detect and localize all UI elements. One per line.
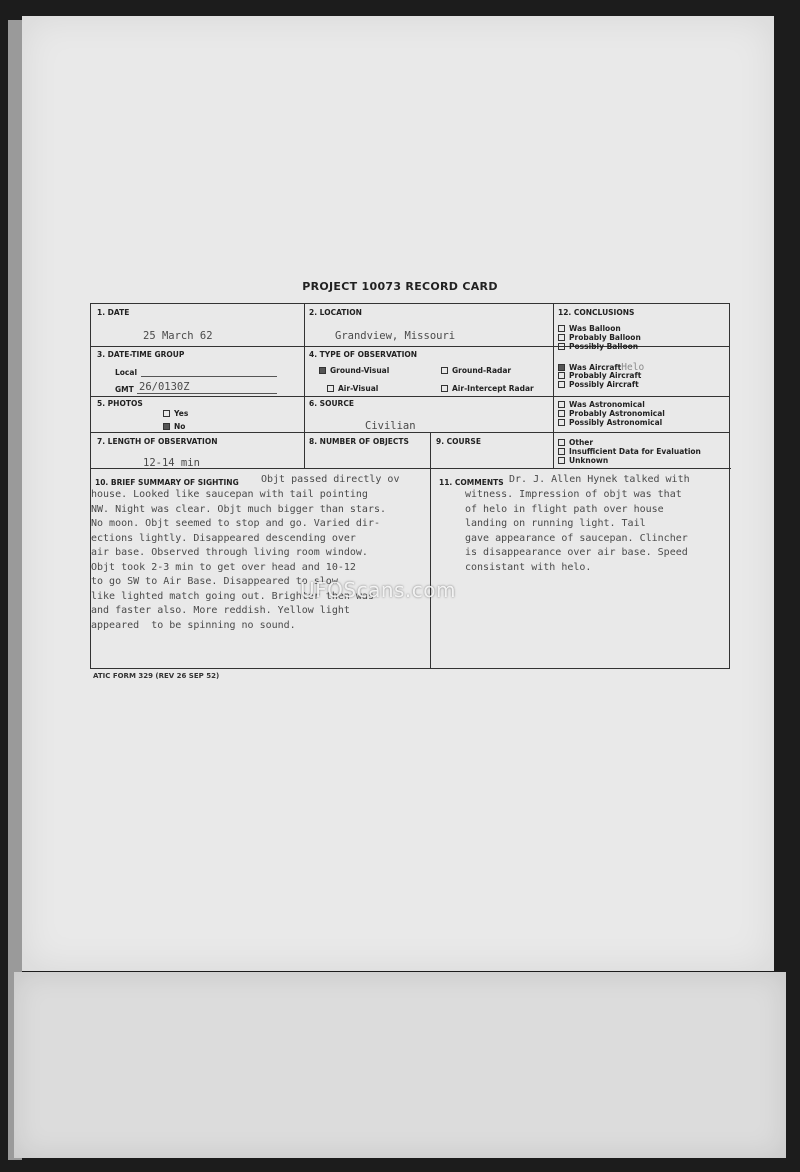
conclusion-possibly-astronomical: Possibly Astronomical [558, 418, 662, 427]
checkbox-icon [558, 419, 565, 426]
obs-ground-visual: Ground-Visual [319, 366, 389, 375]
date-value: 25 March 62 [143, 330, 213, 342]
obs-ground-radar: Ground-Radar [441, 366, 511, 375]
comments-text: witness. Impression of objt was that of helo in flight path over house landing on running light. Tail gave appearance of saucepan. Clincher is disappearance over air base. Speed consistant with helo. [465, 489, 688, 573]
conclusion-probably-aircraft: Probably Aircraft [558, 371, 641, 380]
checkbox-icon [441, 385, 448, 392]
location-label: 2. LOCATION [309, 308, 362, 317]
checkbox-icon [558, 448, 565, 455]
checked-box-icon [319, 367, 326, 374]
conclusion-probably-balloon: Probably Balloon [558, 333, 641, 342]
checkbox-icon [327, 385, 334, 392]
photos-yes: Yes [163, 409, 188, 418]
obs-air-visual: Air-Visual [327, 384, 378, 393]
summary-first-line: Objt passed directly ov [261, 474, 400, 485]
summary-label: 10. BRIEF SUMMARY OF SIGHTING [95, 478, 239, 487]
conclusion-possibly-aircraft: Possibly Aircraft [558, 380, 639, 389]
conclusion-was-balloon: Was Balloon [558, 324, 621, 333]
summary-text: house. Looked like saucepan with tail pointing NW. Night was clear. Objt much bigger than stars. No moon. Objt seemed to stop and go. Varied dir- ections lightly. Disappeared descending over air base. Observed through living room window. Objt took 2-3 min to get over head and 10-12 to go SW to Air Base. Disappeared to slow like lighted match going out. Brighter then was and faster also. More reddish. Yellow light appeared to be spinning no sound. [91, 489, 387, 631]
conclusion-was-aircraft: Was AircraftHelo [558, 362, 644, 373]
date-label: 1. DATE [97, 308, 130, 317]
paper-lower-sheet [14, 972, 786, 1158]
checked-box-icon [558, 364, 565, 371]
number-of-objects-label: 8. NUMBER OF OBJECTS [309, 437, 409, 446]
conclusion-possibly-balloon: Possibly Balloon [558, 342, 638, 351]
source-value: Civilian [365, 420, 416, 432]
checkbox-icon [441, 367, 448, 374]
conclusion-note: Helo [621, 362, 645, 373]
photos-label: 5. PHOTOS [97, 399, 143, 408]
photos-no: No [163, 422, 185, 431]
conclusion-other: Other [558, 438, 593, 447]
conclusion-unknown: Unknown [558, 456, 608, 465]
checkbox-icon [558, 457, 565, 464]
length-label: 7. LENGTH OF OBSERVATION [97, 437, 218, 446]
card-title: PROJECT 10073 RECORD CARD [302, 280, 498, 293]
checkbox-icon [558, 439, 565, 446]
conclusions-label: 12. CONCLUSIONS [558, 308, 635, 317]
form-identifier: ATIC FORM 329 (REV 26 SEP 52) [93, 672, 220, 680]
checked-box-icon [163, 423, 170, 430]
local-label: Local [115, 368, 138, 377]
record-card [90, 303, 730, 669]
checkbox-icon [558, 401, 565, 408]
checkbox-icon [558, 410, 565, 417]
watermark-logo: UFOScans.com [300, 578, 456, 602]
obs-air-intercept-radar: Air-Intercept Radar [441, 384, 534, 393]
checkbox-icon [558, 343, 565, 350]
checkbox-icon [558, 334, 565, 341]
course-label: 9. COURSE [436, 437, 481, 446]
type-of-observation-label: 4. TYPE OF OBSERVATION [309, 350, 418, 359]
comments-first-line: Dr. J. Allen Hynek talked with [509, 474, 690, 485]
conclusion-was-astronomical: Was Astronomical [558, 400, 645, 409]
source-label: 6. SOURCE [309, 399, 354, 408]
checkbox-icon [163, 410, 170, 417]
checkbox-icon [558, 372, 565, 379]
comments-label: 11. COMMENTS [439, 478, 504, 487]
checkbox-icon [558, 325, 565, 332]
gmt-value: 26/0130Z [139, 381, 190, 393]
conclusion-insufficient-data: Insufficient Data for Evaluation [558, 447, 701, 456]
conclusion-probably-astronomical: Probably Astronomical [558, 409, 665, 418]
length-value: 12-14 min [143, 457, 200, 469]
gmt-label: GMT [115, 385, 134, 394]
location-value: Grandview, Missouri [335, 330, 456, 342]
date-time-group-label: 3. DATE-TIME GROUP [97, 350, 185, 359]
checkbox-icon [558, 381, 565, 388]
